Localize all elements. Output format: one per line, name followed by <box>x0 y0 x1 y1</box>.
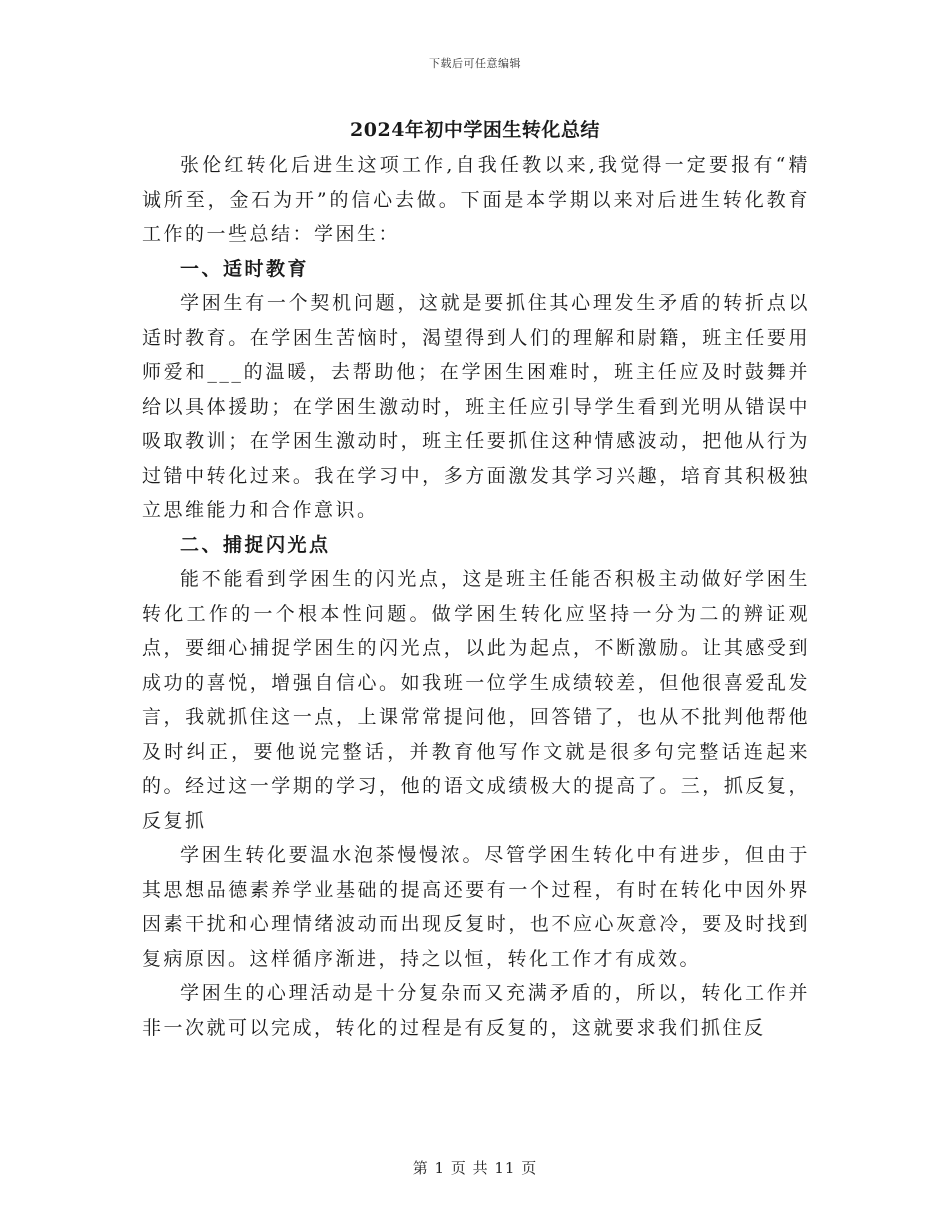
page-header-note: 下载后可任意编辑 <box>429 57 521 70</box>
paragraph-3: 学困生转化要温水泡茶慢慢浓。尽管学困生转化中有进步，但由于其思想品德素养学业基础的提高还要有一个过程，有时在转化中因外界因素干扰和心理情绪波动而出现反复时，也不应心灰意冷，要及时找到复病原因。这样循序渐进，持之以恒，转化工作才有成效。 <box>142 844 810 970</box>
document-body <box>142 148 810 1045</box>
document-title: 2024年初中学困生转化总结 <box>350 119 600 141</box>
section-heading-2: 二、捕捉闪光点 <box>180 533 331 556</box>
section-2-paragraph: 能不能看到学困生的闪光点，这是班主任能否积极主动做好学困生转化工作的一个根本性问题。做学困生转化应坚持一分为二的辨证观点，要细心捕捉学困生的闪光点，以此为起点，不断激励。让其感受到成功的喜悦，增强自信心。如我班一位学生成绩较差，但他很喜爱乱发言，我就抓住这一点，上课常常提问他，回答错了，也从不批判他帮他及时纠正，要他说完整话，并教育他写作文就是很多句完整话连起来的。经过这一学期的学习，他的语文成绩极大的提高了。三，抓反复，反复抓 <box>142 568 810 832</box>
intro-paragraph: 张伦红转化后进生这项工作,自我任教以来,我觉得一定要报有“精诚所至，金石为开”的信心去做。下面是本学期以来对后进生转化教育工作的一些总结：学困生： <box>142 154 810 245</box>
paragraph-4: 学困生的心理活动是十分复杂而又充满矛盾的，所以，转化工作并非一次就可以完成，转化的过程是有反复的，这就要求我们抓住反 <box>142 982 810 1039</box>
section-heading-1: 一、适时教育 <box>180 257 310 280</box>
page-number: 第 1 页 共 11 页 <box>412 1159 538 1177</box>
section-1-paragraph: 学困生有一个契机问题，这就是要抓住其心理发生矛盾的转折点以适时教育。在学困生苦恼时，渴望得到人们的理解和尉籍，班主任要用师爱和___的温暖，去帮助他；在学困生困难时，班主任应及时鼓舞并给以具体援助；在学困生激动时，班主任应引导学生看到光明从错误中吸取教训；在学困生激动时，班主任要抓住这种情感波动，把他从行为过错中转化过来。我在学习中，多方面激发其学习兴趣，培育其积极独立思维能力和合作意识。 <box>142 292 810 521</box>
